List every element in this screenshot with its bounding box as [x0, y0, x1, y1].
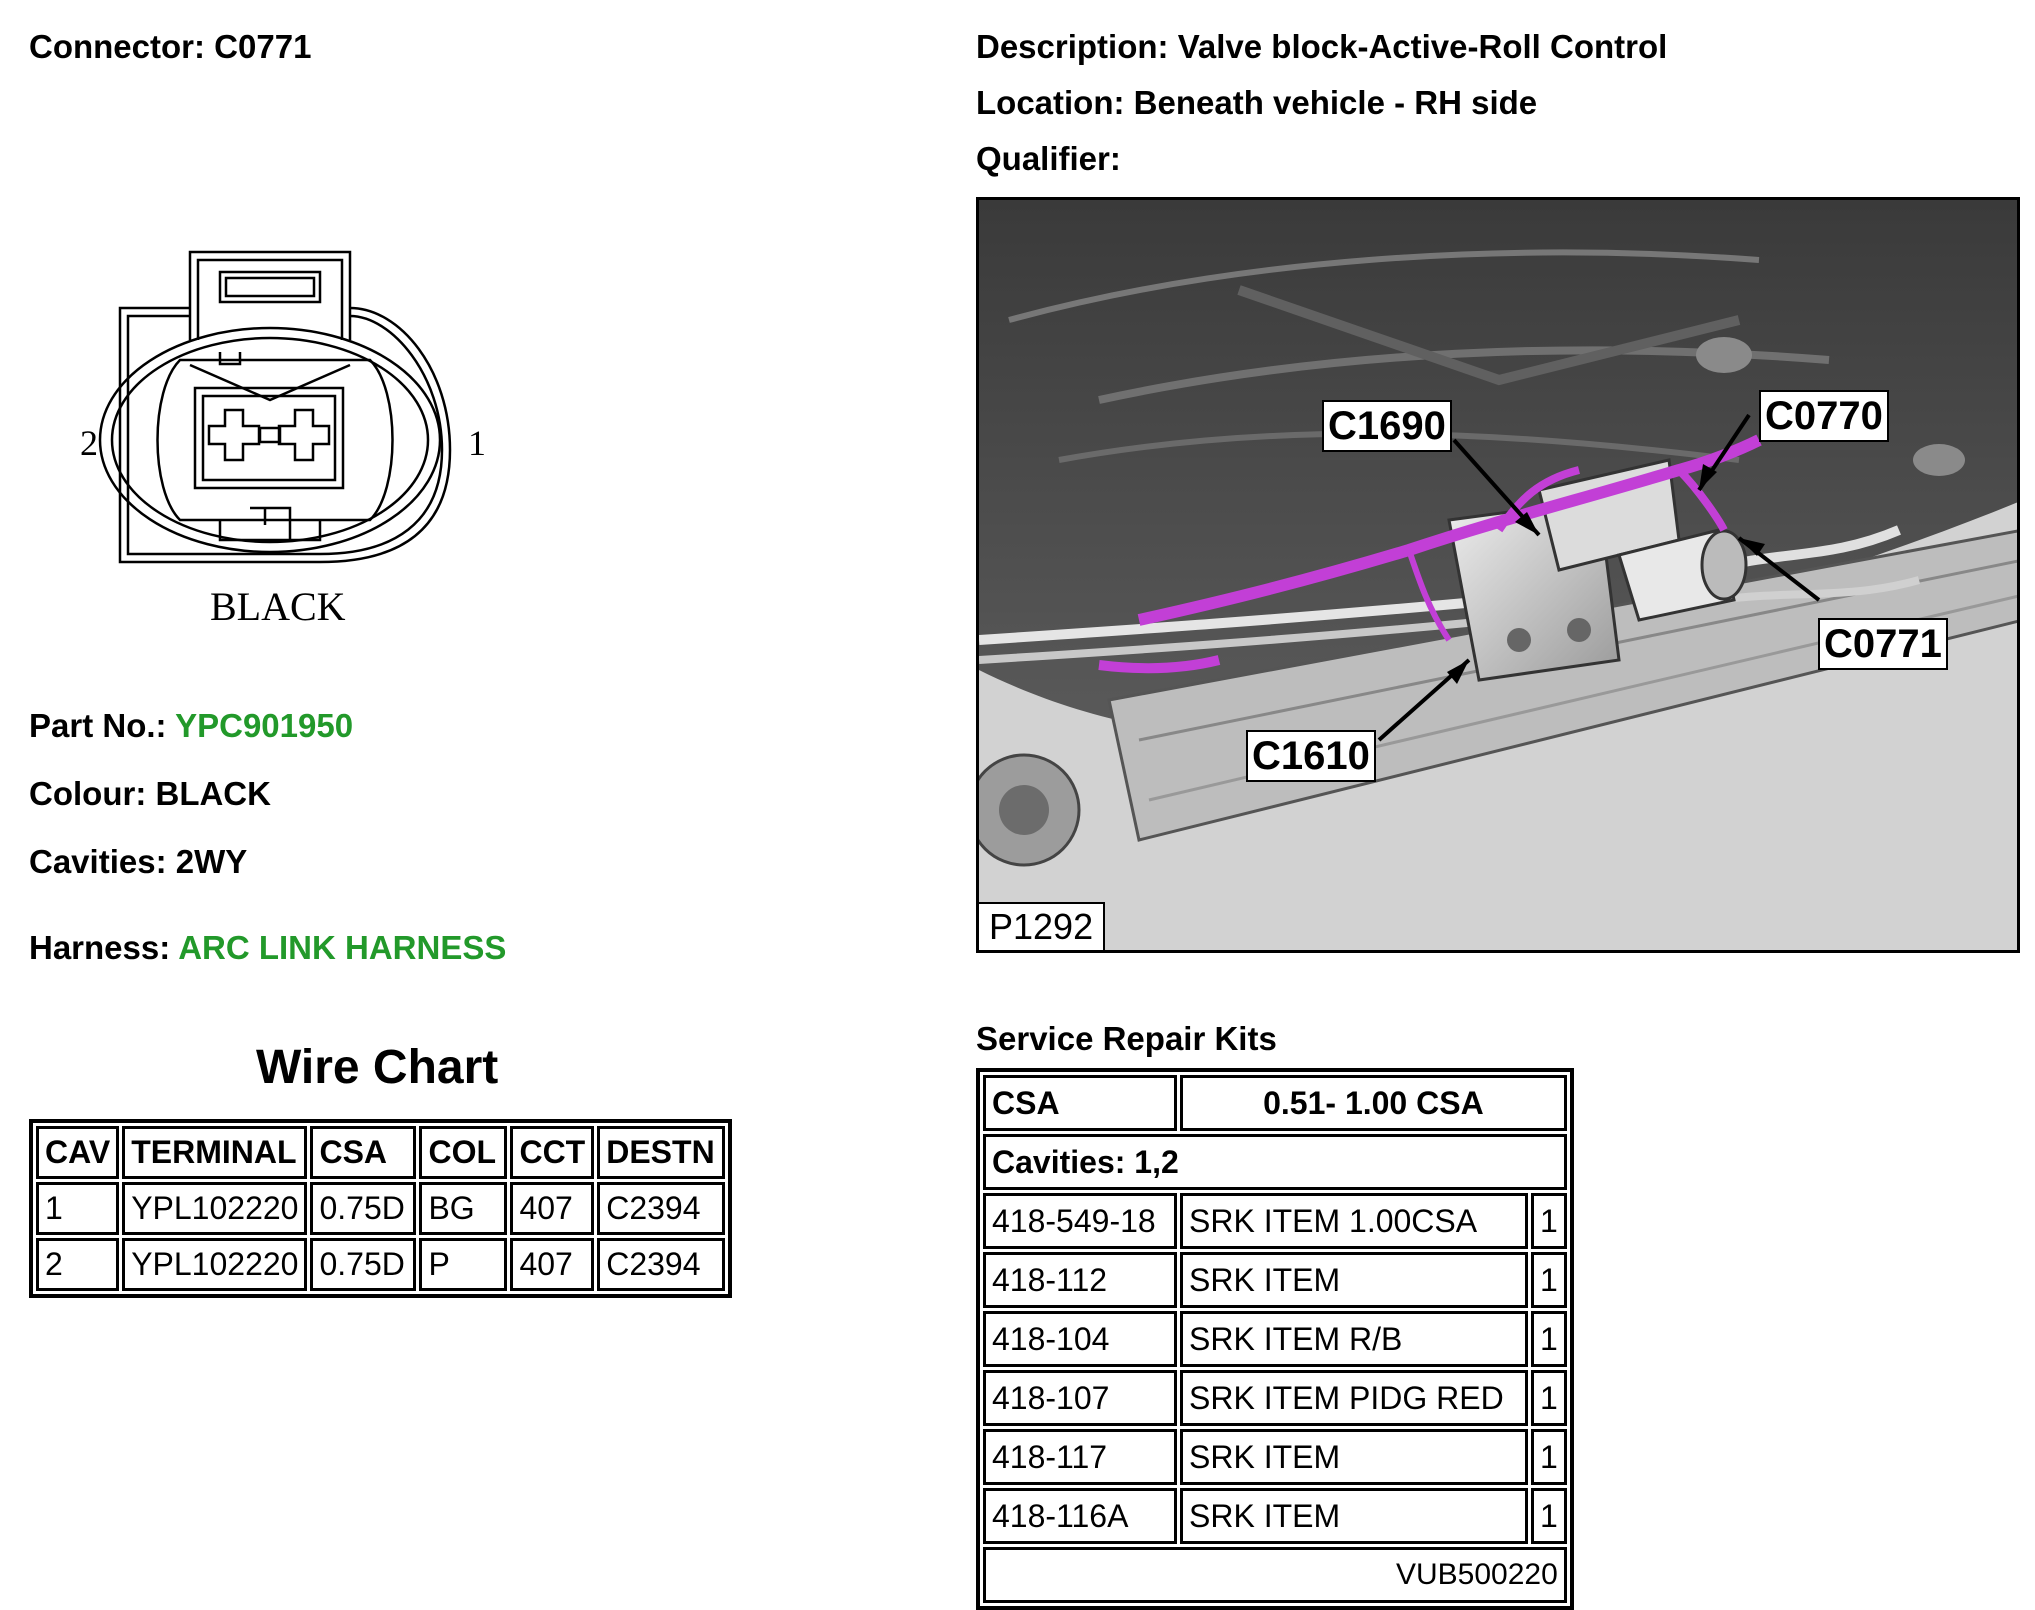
connector-id: C0771 [214, 28, 312, 65]
cell-col: P [419, 1238, 507, 1291]
part-no-label: Part No.: [29, 707, 167, 744]
description-line [976, 28, 1667, 66]
wire-chart-table [29, 1119, 732, 1298]
header-cav: CAV [36, 1126, 119, 1179]
srk-qty: 1 [1531, 1252, 1567, 1308]
cavities-line [29, 843, 247, 881]
qualifier-line [976, 140, 1121, 178]
callout-c1690: C1690 [1322, 400, 1452, 452]
location-picture [976, 197, 2020, 953]
srk-qty: 1 [1531, 1311, 1567, 1367]
srk-part: 418-107 [983, 1370, 1177, 1426]
table-row [983, 1193, 1567, 1249]
srk-desc: SRK ITEM [1180, 1488, 1528, 1544]
srk-part: 418-116A [983, 1488, 1177, 1544]
header-cct: CCT [510, 1126, 594, 1179]
cell-csa: 0.75D [310, 1238, 416, 1291]
connector-face-drawing [70, 240, 510, 640]
cell-csa: 0.75D [310, 1182, 416, 1235]
srk-desc: SRK ITEM [1180, 1429, 1528, 1485]
harness-link[interactable]: ARC LINK HARNESS [178, 929, 507, 966]
table-row [983, 1370, 1567, 1426]
srk-part: 418-117 [983, 1429, 1177, 1485]
cell-col: BG [419, 1182, 507, 1235]
header-terminal: TERMINAL [122, 1126, 307, 1179]
table-row [983, 1252, 1567, 1308]
pin-2-label: 2 [80, 423, 98, 463]
cell-terminal: YPL102220 [122, 1182, 307, 1235]
wire-chart-header-row [36, 1126, 725, 1179]
cell-destn: C2394 [597, 1182, 725, 1235]
cavities-label: Cavities: [29, 843, 167, 880]
srk-desc: SRK ITEM R/B [1180, 1311, 1528, 1367]
harness-line [29, 929, 506, 967]
colour-line [29, 775, 271, 813]
header-csa: CSA [310, 1126, 416, 1179]
part-no-link[interactable]: YPC901950 [175, 707, 354, 744]
qualifier-label: Qualifier: [976, 140, 1121, 177]
table-row [36, 1238, 725, 1291]
table-row [983, 1429, 1567, 1485]
service-repair-kits-table [976, 1068, 1574, 1610]
pin-1-label: 1 [468, 423, 486, 463]
part-no-line [29, 707, 353, 745]
cell-cav: 1 [36, 1182, 119, 1235]
srk-title: Service Repair Kits [976, 1020, 1277, 1057]
cell-cct: 407 [510, 1182, 594, 1235]
srk-qty: 1 [1531, 1488, 1567, 1544]
connector-colour-caption: BLACK [210, 584, 346, 629]
srk-qty: 1 [1531, 1429, 1567, 1485]
srk-desc: SRK ITEM 1.00CSA [1180, 1193, 1528, 1249]
connector-heading [29, 28, 311, 66]
srk-csa-label: CSA [983, 1075, 1177, 1131]
description-label: Description: [976, 28, 1169, 65]
table-row [983, 1311, 1567, 1367]
srk-part: 418-104 [983, 1311, 1177, 1367]
srk-desc: SRK ITEM [1180, 1252, 1528, 1308]
connector-label: Connector: [29, 28, 205, 65]
table-row [983, 1488, 1567, 1544]
cell-destn: C2394 [597, 1238, 725, 1291]
srk-part: 418-549-18 [983, 1193, 1177, 1249]
colour-value: BLACK [155, 775, 271, 812]
srk-desc: SRK ITEM PIDG RED [1180, 1370, 1528, 1426]
cell-cct: 407 [510, 1238, 594, 1291]
picture-reference: P1292 [979, 902, 1105, 950]
header-destn: DESTN [597, 1126, 725, 1179]
callout-c1610: C1610 [1246, 730, 1376, 782]
cavities-value: 2WY [175, 843, 248, 880]
table-row [36, 1182, 725, 1235]
location-value: Beneath vehicle - RH side [1133, 84, 1538, 121]
callout-c0771: C0771 [1818, 618, 1948, 670]
srk-cavities-row [983, 1134, 1567, 1190]
location-line [976, 84, 1537, 122]
srk-footer: VUB500220 [983, 1547, 1567, 1603]
wire-chart-title: Wire Chart [256, 1041, 499, 1094]
srk-qty: 1 [1531, 1193, 1567, 1249]
harness-label: Harness: [29, 929, 171, 966]
callout-c0770: C0770 [1759, 390, 1889, 442]
srk-cavities: Cavities: 1,2 [983, 1134, 1567, 1190]
location-label: Location: [976, 84, 1125, 121]
colour-label: Colour: [29, 775, 147, 812]
cell-terminal: YPL102220 [122, 1238, 307, 1291]
header-col: COL [419, 1126, 507, 1179]
srk-csa-value: 0.51- 1.00 CSA [1180, 1075, 1567, 1131]
description-value: Valve block-Active-Roll Control [1177, 28, 1668, 65]
srk-part: 418-112 [983, 1252, 1177, 1308]
srk-csa-row [983, 1075, 1567, 1131]
cell-cav: 2 [36, 1238, 119, 1291]
srk-qty: 1 [1531, 1370, 1567, 1426]
